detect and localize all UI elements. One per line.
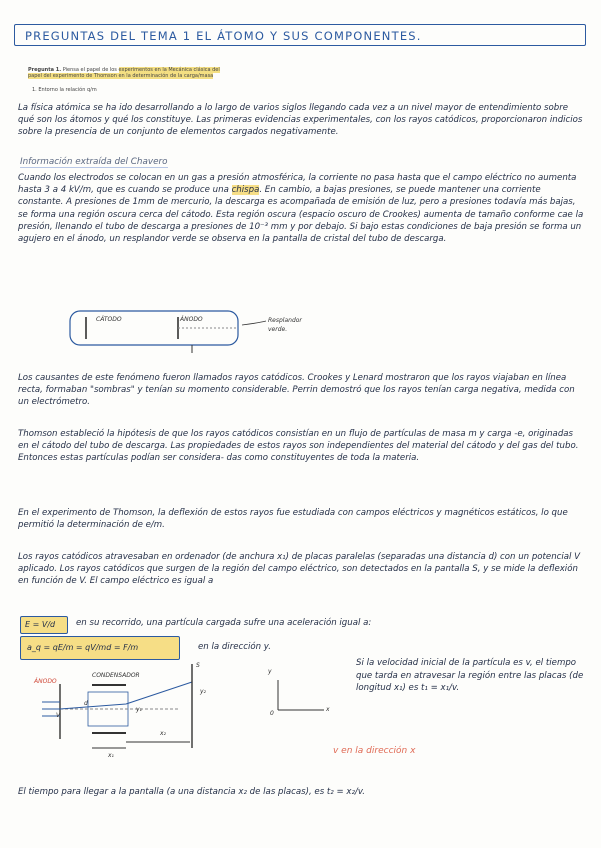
axis-x-label: x	[326, 706, 330, 713]
paragraph-discharge-a: Cuando los electrodos se colocan en un gas a presión atmosférica, la corriente no pasa hasta que el campo eléctrico no aumenta hasta 3 a 4 kV/m, que es cuando se produce una	[18, 173, 577, 196]
thomson-apparatus-diagram	[30, 664, 220, 774]
deflection-y2-label: y₂	[200, 688, 206, 695]
length-x1-label: x₁	[108, 752, 114, 759]
paragraph-plates: Los rayos catódicos atravesaban en ordenador (de anchura x₁) de placas paralelas (separadas una distancia d) con un potencial V aplicado. Los rayos catódicos que surgen de la región del campo eléctrico, son detectados en la pantalla S, y se mide la deflexión en función de V. El campo eléctrico es igual a	[18, 552, 581, 587]
anode-label-2: ÁNODO	[34, 678, 57, 685]
question-label: Pregunta 1.	[28, 67, 62, 73]
paragraph-acceleration: en su recorrido, una partícula cargada sufre una aceleración igual a:	[76, 618, 372, 628]
paragraph-intro: La física atómica se ha ido desarrollando a lo largo de varios siglos llegando cada vez a un nivel mayor de entendimiento sobre qué son los átomos y qué los constituye. Las primeras evidencias experimentales, con los rayos catódicos, proporcionaron indicios sobre la presencia de un conjunto de elementos cargados negativamente.	[18, 103, 583, 138]
formula-direction: en la dirección y.	[198, 642, 271, 652]
page-title: PREGUNTAS DEL TEMA 1 EL ÁTOMO Y SUS COMPONENTES.	[14, 24, 586, 46]
screen-label: S	[196, 662, 200, 669]
voltage-v-label: V	[56, 712, 61, 719]
capacitor-label: CONDENSADOR	[92, 672, 140, 679]
axis-y-label: y	[268, 668, 272, 675]
paragraph-discharge-b: chispa	[231, 185, 260, 196]
axes-sketch	[272, 676, 332, 716]
velocity-direction-note: v en la dirección x	[333, 746, 416, 756]
distance-x2-label: x₂	[160, 730, 166, 737]
formula-field: E = V/d	[20, 616, 68, 634]
paragraph-discharge-c: . En cambio, a bajas presiones, se puede mantener una corriente constante. A presiones de 1mm de mercurio, la descarga es acompañada de emisión de luz, pero a presiones todavía más bajas, se forma una región oscura cerca del cátodo. Esta región oscura (espacio oscuro de Crookes) aumenta de tamaño conforme cae la presión, llenando el tubo de descarga a presiones de 10⁻³ mm y por debajo. Si bajo estas condiciones de baja presión se forma un agujero en el ánodo, un resplandor verde se observa en la pantalla de cristal del tubo de descarga.	[18, 185, 584, 245]
axis-origin-label: 0	[270, 710, 274, 717]
anode-label: ÁNODO	[180, 316, 203, 323]
paragraph-thomson-hypothesis: Thomson estableció la hipótesis de que los rayos catódicos consistían en un flujo de partículas de masa m y carga -e, originadas en el cátodo del tubo de descarga. Las propiedades de estos rayos son independientes del material del cátodo y del gas del tubo. Entonces estas partículas podían ser considera- das como constituyentes de toda la materia.	[18, 429, 579, 464]
velocity-note: Si la velocidad inicial de la partícula es v, el tiempo que tarda en atravesar la región entre las placas (de longitud x₁) es t₁ = x₁/v.	[356, 658, 584, 693]
separation-d-label: d	[84, 700, 88, 707]
question-block	[28, 67, 228, 79]
paragraph-screen-time: El tiempo para llegar a la pantalla (a una distancia x₂ de las placas), es t₂ = x₂/v.	[18, 787, 365, 797]
deflection-y1-label: y₁	[136, 706, 142, 713]
paragraph-thomson-experiment: En el experimento de Thomson, la deflexión de estos rayos fue estudiada con campos eléctricos y magnéticos estáticos, lo que permitió la determinación de e/m.	[18, 508, 568, 531]
paragraph-cathode-rays: Los causantes de este fenómeno fueron llamados rayos catódicos. Crookes y Lenard mostraron que los rayos viajaban en línea recta, formaban "sombras" y tenían su momento considerable. Perrin demostró que los rayos tenían carga negativa, medida con un electrómetro.	[18, 373, 575, 408]
cathode-label: CÁTODO	[96, 316, 122, 323]
question-item: 1. Entorno la relación q/m	[32, 87, 97, 93]
paragraph-discharge	[18, 172, 584, 245]
question-highlight: experimentos en la Mecánica clásica del papel del experimento de Thomson en la determinación de la carga/masa	[28, 67, 220, 80]
formula-acceleration: a_q = qE/m = qV/md = F/m	[20, 636, 180, 660]
green-glow-label: Resplandor verde.	[268, 317, 302, 333]
discharge-tube-diagram	[60, 305, 300, 360]
section-subheading: Información extraída del Chavero	[20, 157, 168, 167]
question-text: Piensa el papel de los	[62, 67, 119, 73]
